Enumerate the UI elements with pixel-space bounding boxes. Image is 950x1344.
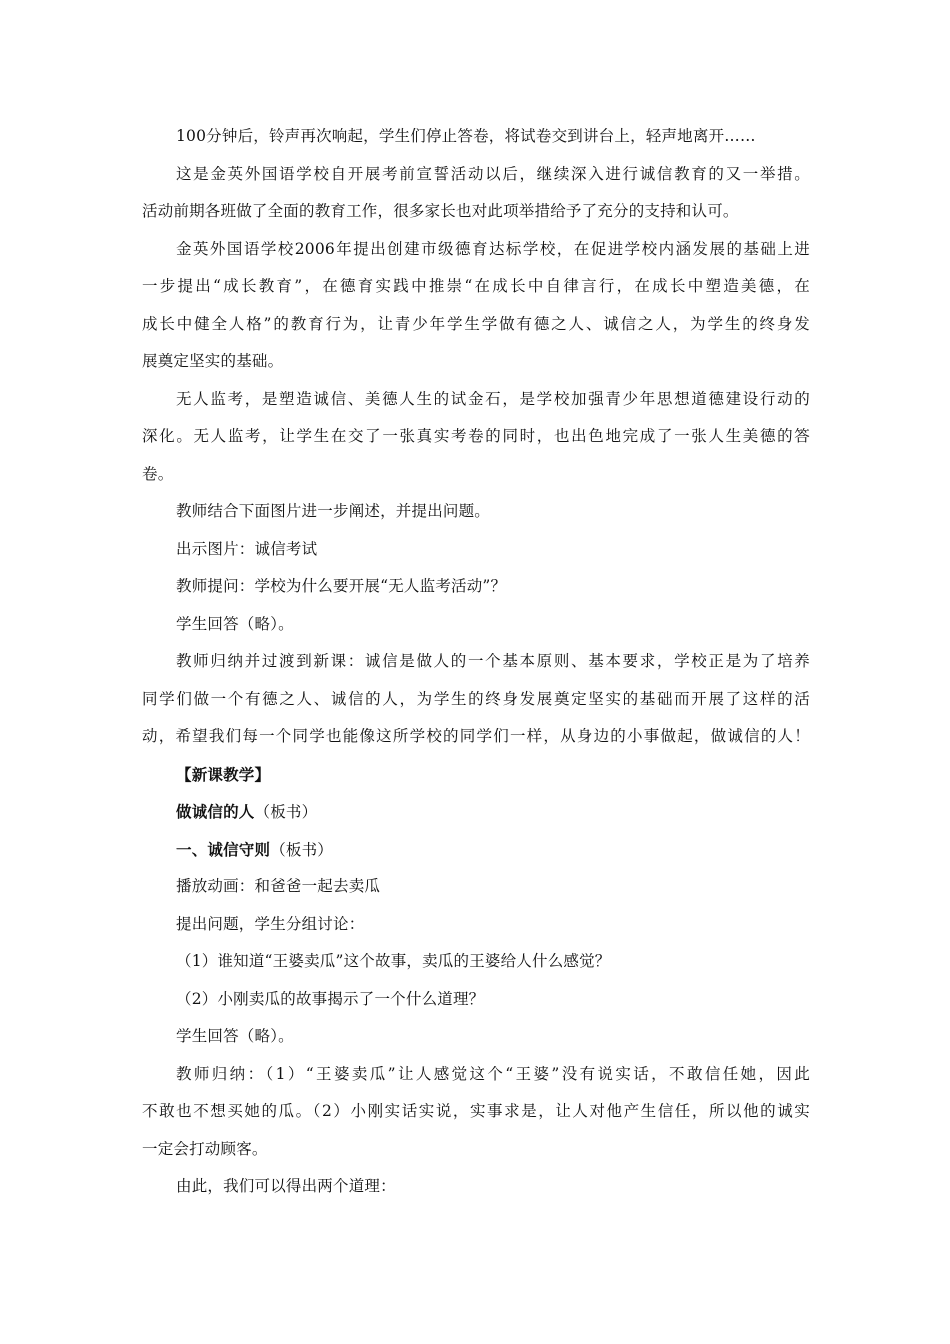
document-body xyxy=(142,118,810,1206)
paragraph-line: 学生回答（略）。 xyxy=(176,1027,294,1045)
paragraph-line: 由此，我们可以得出两个道理： xyxy=(176,1177,396,1195)
sub-heading xyxy=(142,831,810,869)
paragraph-line: 不敢也不想买她的瓜。（2）小刚实话实说，实事求是，让人对他产生信任，所以他的诚实 xyxy=(142,1102,810,1120)
board-note: （板书） xyxy=(270,840,334,859)
paragraph-line: 无人监考，是塑造诚信、美德人生的试金石，是学校加强青少年思想道德建设行动的 xyxy=(176,389,810,408)
board-title xyxy=(142,793,810,831)
paragraph-line: 一定会打动顾客。 xyxy=(142,1139,268,1158)
paragraph-line: 教师归纳并过渡到新课：诚信是做人的一个基本原则、基本要求，学校正是为了培养 xyxy=(176,652,810,670)
section-heading: 【新课教学】 xyxy=(176,764,271,784)
paragraph-line: 教师提问：学校为什么要开展“无人监考活动”？ xyxy=(176,577,507,595)
paragraph-line: 这是金英外国语学校自开展考前宣誓活动以后，继续深入进行诚信教育的又一举措。 xyxy=(176,164,810,183)
paragraph-line: 活动前期各班做了全面的教育工作，很多家长也对此项举措给予了充分的支持和认可。 xyxy=(142,202,739,220)
paragraph-line: 教师结合下面图片进一步阐述，并提出问题。 xyxy=(176,502,491,520)
paragraph-line: 学生回答（略）。 xyxy=(176,614,294,633)
sub-heading-text: 一、诚信守则 xyxy=(176,839,271,859)
question-line: （2）小刚卖瓜的故事揭示了一个什么道理？ xyxy=(176,989,485,1008)
board-note: （板书） xyxy=(254,803,318,821)
paragraph-line: 展奠定坚实的基础。 xyxy=(142,352,284,370)
paragraph-line: 教师归纳：（1）“王婆卖瓜”让人感觉这个“王婆”没有说实话，不敢信任她，因此 xyxy=(176,1064,810,1083)
question-line: （1）谁知道“王婆卖瓜”这个故事，卖瓜的王婆给人什么感觉？ xyxy=(176,952,611,970)
paragraph-line: 卷。 xyxy=(142,464,174,483)
paragraph-line: 深化。无人监考，让学生在交了一张真实考卷的同时，也出色地完成了一张人生美德的答 xyxy=(142,427,810,445)
paragraph-line: 提出问题，学生分组讨论： xyxy=(176,914,365,933)
paragraph-line: 动，希望我们每一个同学也能像这所学校的同学们一样，从身边的小事做起，做诚信的人！ xyxy=(142,727,810,745)
paragraph-line: 一步提出“成长教育”，在德育实践中推崇“在成长中自律言行，在成长中塑造美德，在 xyxy=(142,277,810,295)
board-title-text: 做诚信的人 xyxy=(176,802,255,821)
paragraph-line: 成长中健全人格”的教育行为，让青少年学生学做有德之人、诚信之人，为学生的终身发 xyxy=(142,314,810,333)
paragraph-line: 播放动画：和爸爸一起去卖瓜 xyxy=(176,877,381,895)
paragraph-line: 出示图片：诚信考试 xyxy=(176,539,318,558)
paragraph-line: 100分钟后，铃声再次响起，学生们停止答卷，将试卷交到讲台上，轻声地离开…… xyxy=(176,127,756,145)
paragraph-line: 同学们做一个有德之人、诚信的人，为学生的终身发展奠定坚实的基础而开展了这样的活 xyxy=(142,689,810,708)
paragraph-line: 金英外国语学校2006年提出创建市级德育达标学校，在促进学校内涵发展的基础上进 xyxy=(176,239,810,258)
